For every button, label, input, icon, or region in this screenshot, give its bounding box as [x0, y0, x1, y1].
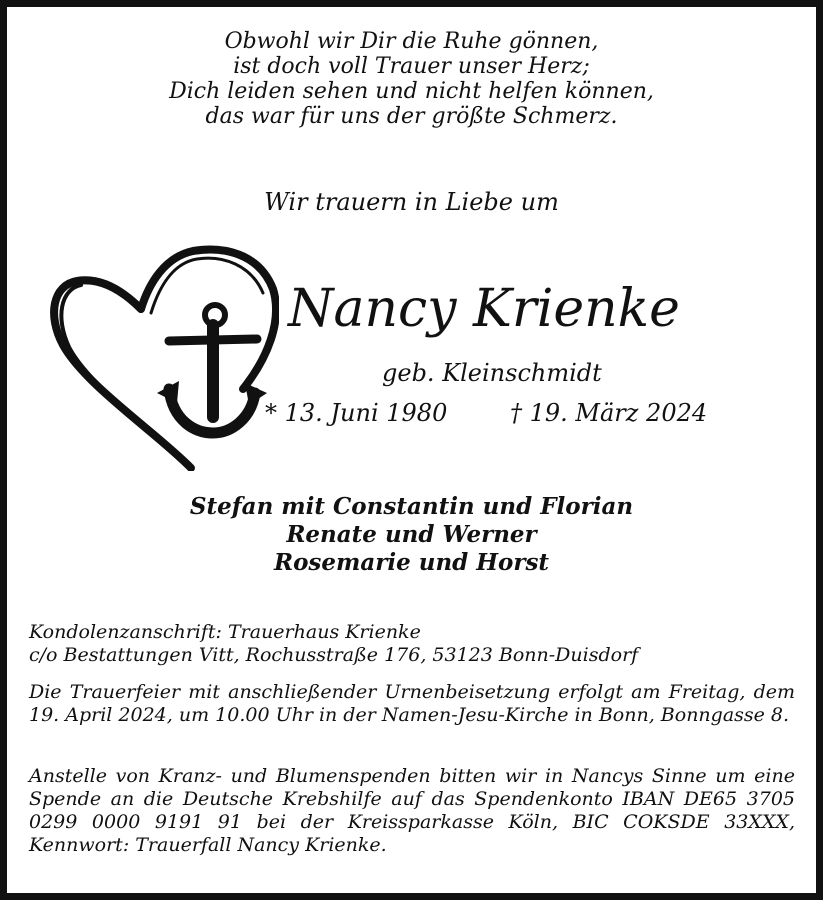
poem-line: das war für uns der größte Schmerz. — [205, 104, 618, 129]
birth-date: * 13. Juni 1980 — [265, 399, 448, 427]
memorial-poem — [7, 29, 816, 129]
poem-line: Obwohl wir Dir die Ruhe gönnen, — [224, 29, 599, 54]
death-date: † 19. März 2024 — [510, 399, 708, 427]
mourning-intro: Wir trauern in Liebe um — [264, 188, 559, 216]
maiden-name: geb. Kleinschmidt — [382, 359, 602, 387]
heart-with-anchor-icon — [45, 243, 279, 471]
deceased-name: Nancy Krienke — [288, 279, 680, 339]
donation-text: Anstelle von Kranz- und Blumenspenden bitten wir in Nancys Sinne um eine Spende an die Deutsche Krebshilfe auf das Spendenkonto IBAN DE65 3705 0299 0000 9191 91 bei der Kreissparkasse Köln, BIC COKSDE 33XXX, Kennwort: Trauerfall Nancy Krienke. — [29, 765, 795, 856]
poem-line: ist doch voll Trauer unser Herz; — [233, 54, 590, 79]
poem-line: Dich leiden sehen und nicht helfen können, — [169, 79, 654, 104]
mourner-line: Renate und Werner — [286, 521, 537, 548]
condolence-line: c/o Bestattungen Vitt, Rochusstraße 176, 53123 Bonn-Duisdorf — [29, 644, 639, 666]
donation-request — [29, 765, 795, 857]
condolence-line: Kondolenzanschrift: Trauerhaus Krienke — [29, 621, 421, 643]
ceremony-details — [29, 681, 795, 727]
mourners-list — [7, 493, 816, 577]
ceremony-text: Die Trauerfeier mit anschließender Urnenbeisetzung erfolgt am Freitag, dem 19. April 2024, um 10.00 Uhr in der Namen-Jesu-Kirche in Bonn, Bonngasse 8. — [29, 681, 795, 726]
mourner-line: Stefan mit Constantin und Florian — [189, 493, 634, 520]
condolence-address — [29, 621, 795, 667]
mourner-line: Rosemarie und Horst — [273, 549, 550, 576]
